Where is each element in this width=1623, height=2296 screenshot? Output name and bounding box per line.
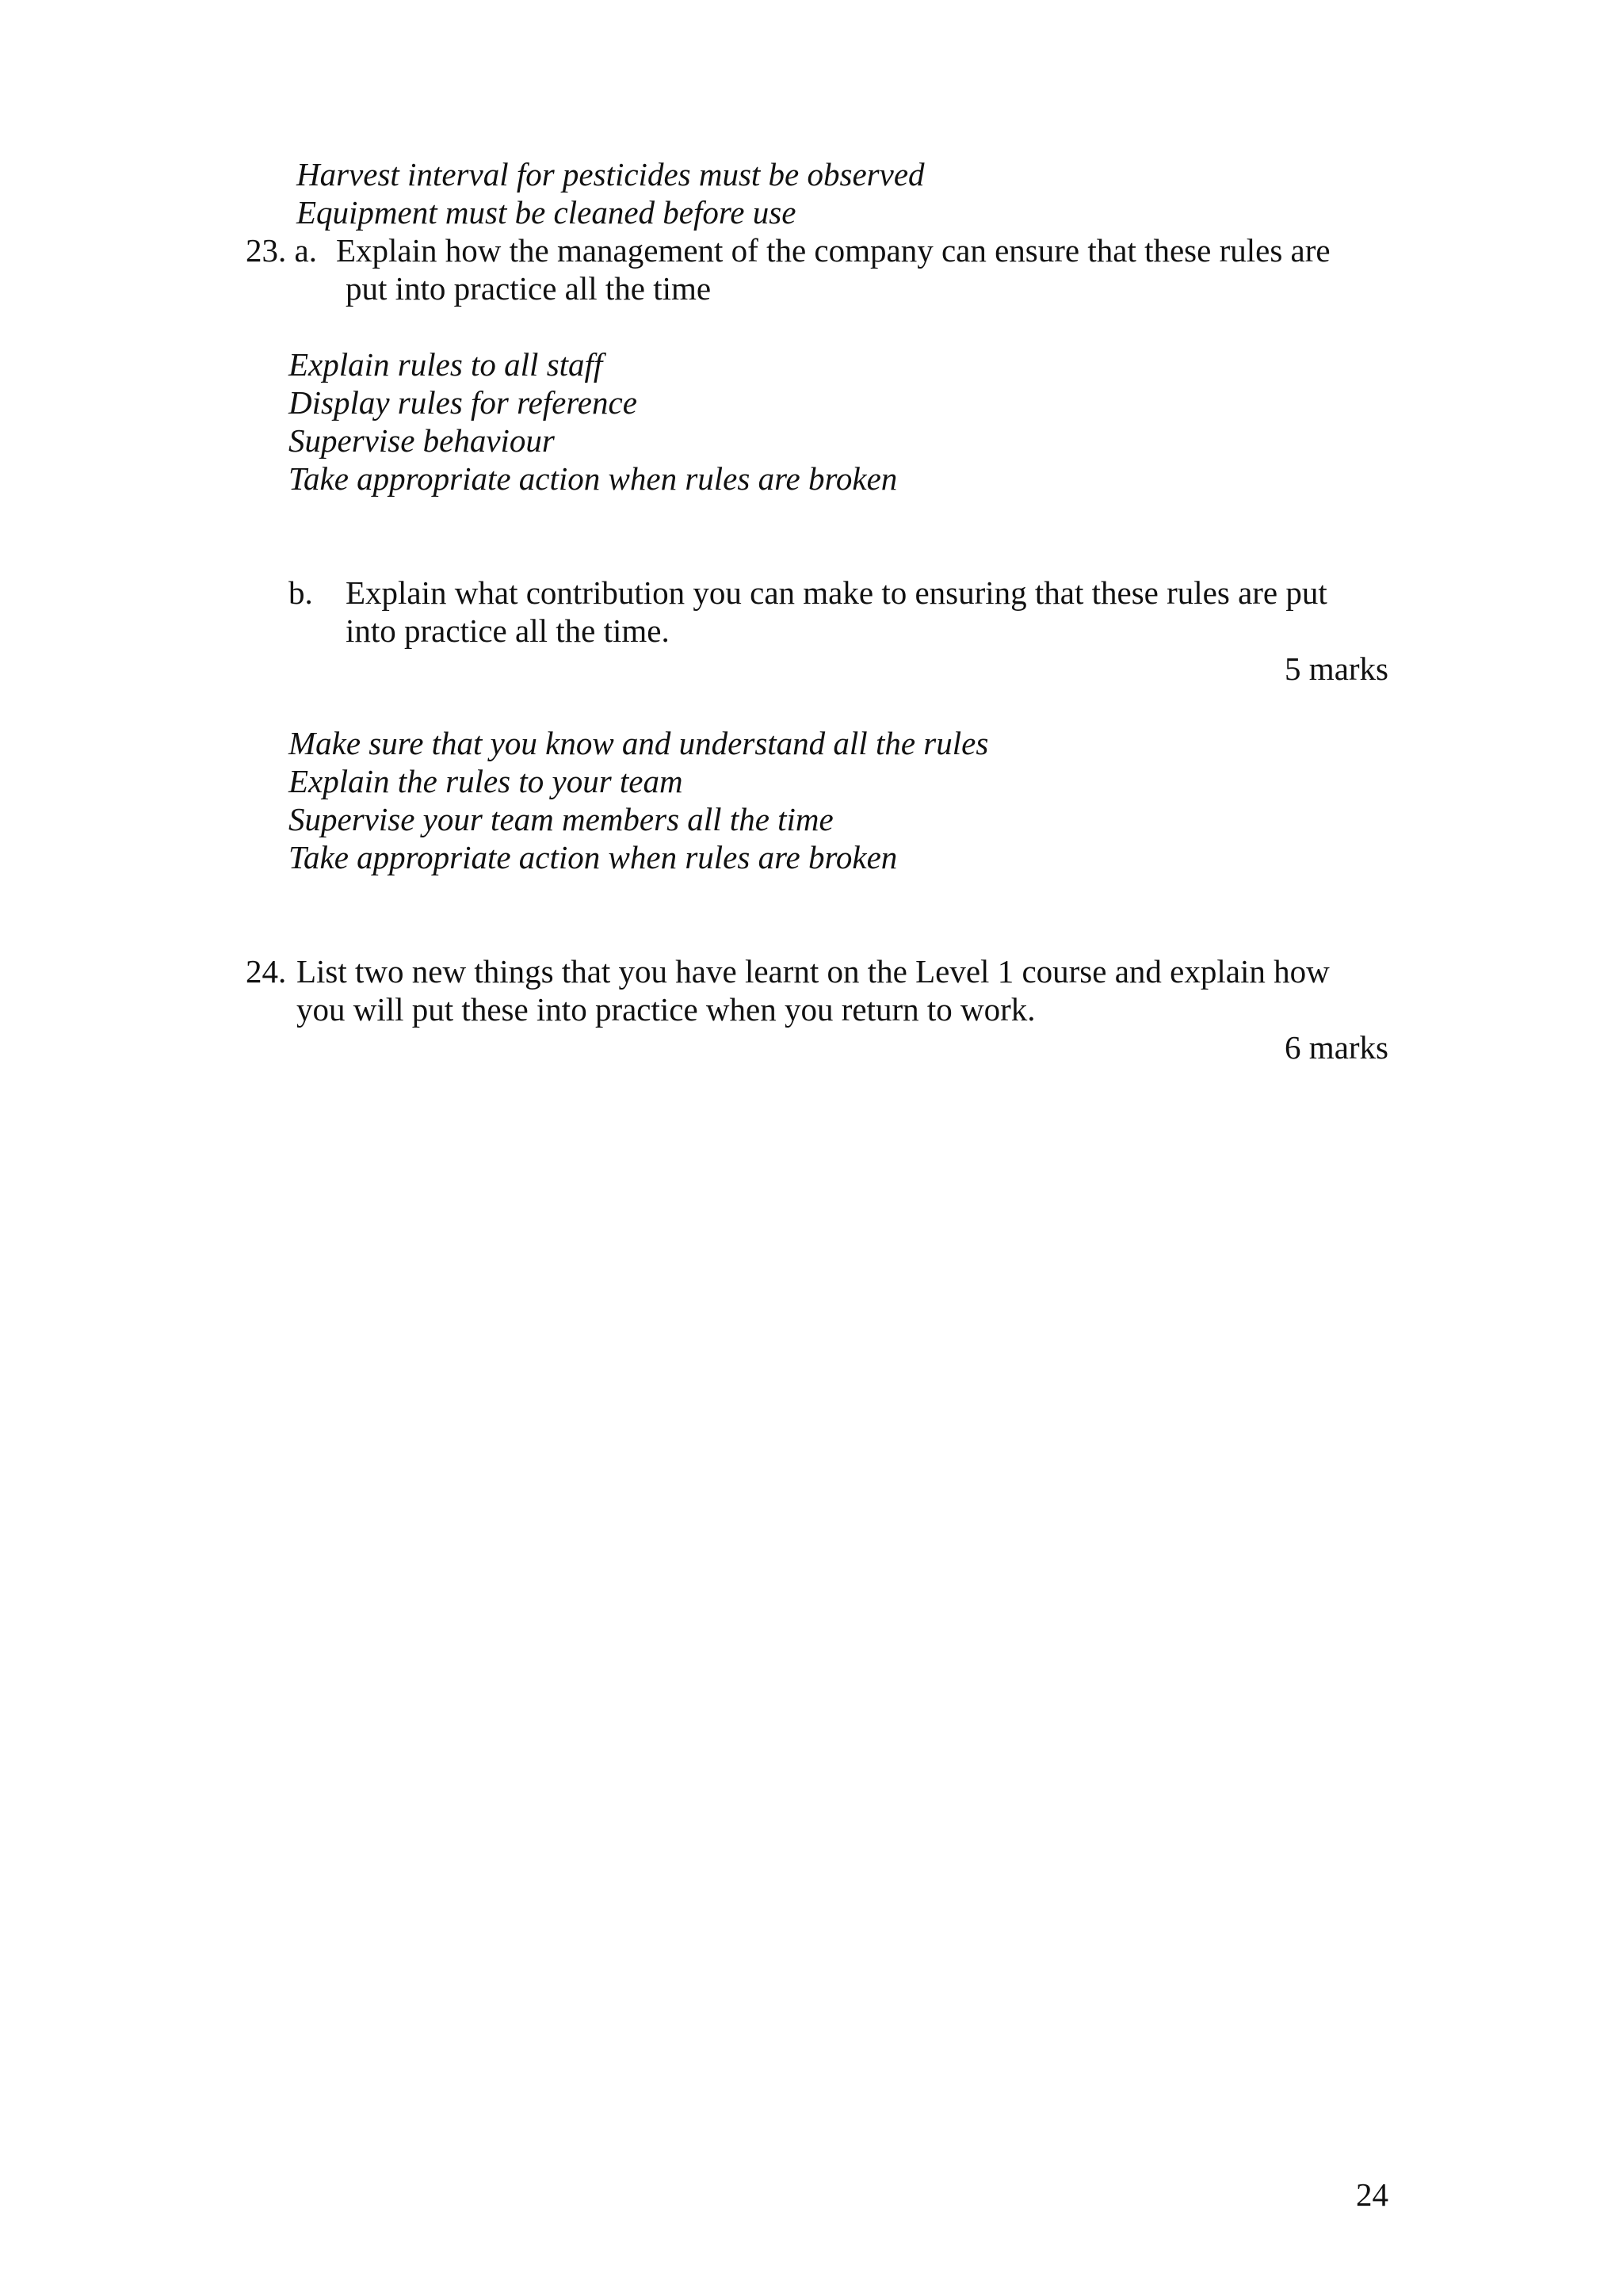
answer-equipment-cleaned: Equipment must be cleaned before use	[296, 194, 796, 231]
answer-23a-item: Supervise behaviour	[288, 422, 555, 459]
question-24-text-line2: you will put these into practice when you return to work.	[296, 991, 1036, 1028]
answer-23b-item: Supervise your team members all the time	[288, 801, 834, 837]
answer-23b-item: Make sure that you know and understand all the rules	[288, 725, 989, 761]
question-23a-text-line2: put into practice all the time	[346, 270, 712, 307]
question-23b-text-line2: into practice all the time.	[346, 612, 670, 649]
answer-23a-item: Explain rules to all staff	[288, 346, 603, 383]
question-24-number: 24.	[246, 953, 287, 990]
answer-harvest-interval: Harvest interval for pesticides must be observed	[296, 156, 925, 193]
answer-23b-item: Explain the rules to your team	[288, 763, 683, 799]
question-24-marks: 6 marks	[1285, 1029, 1388, 1066]
answer-23b-item: Take appropriate action when rules are broken	[288, 839, 898, 875]
answer-23a-item: Take appropriate action when rules are broken	[288, 460, 898, 497]
page-number: 24	[1356, 2176, 1388, 2213]
question-23b-text-line1: Explain what contribution you can make to ensuring that these rules are put	[346, 574, 1327, 611]
answer-23a-item: Display rules for reference	[288, 384, 637, 421]
question-23a-text-line1: Explain how the management of the company can ensure that these rules are	[336, 232, 1331, 269]
question-23b-label: b.	[288, 574, 313, 611]
question-23a-number: 23. a.	[246, 232, 317, 269]
question-23b-marks: 5 marks	[1285, 650, 1388, 687]
question-24-text-line1: List two new things that you have learnt on the Level 1 course and explain how	[296, 953, 1330, 990]
